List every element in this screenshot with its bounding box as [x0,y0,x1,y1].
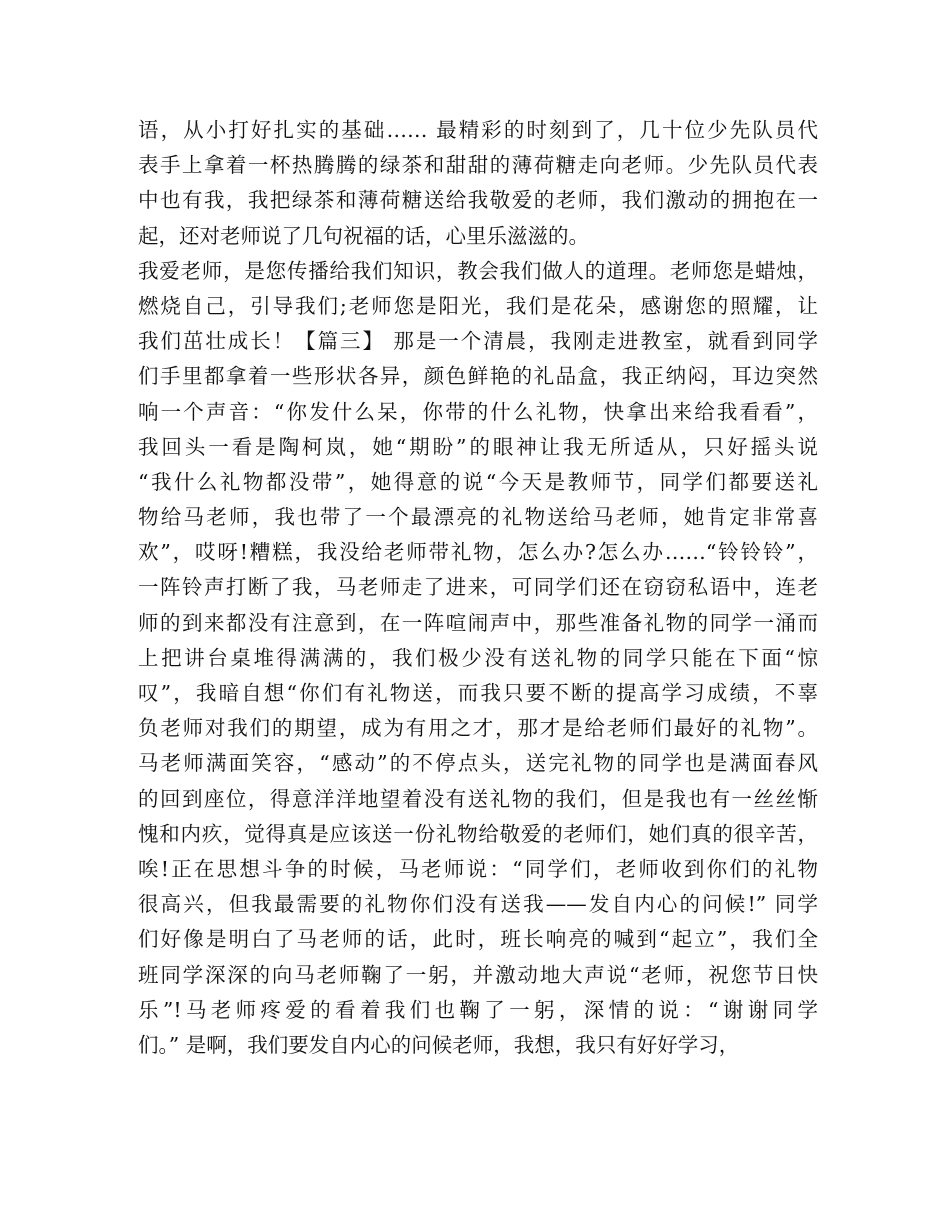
text-line: 负老师对我们的期望，成为有用之才，那才是给老师们最好的礼物”。 [138,716,818,741]
text-line: 起，还对老师说了几句祝福的话，心里乐滋滋的。 [138,223,589,248]
text-line: 燃烧自己，引导我们;老师您是阳光，我们是花朵，感谢您的照耀，让 [138,293,818,318]
text-line: 们手里都拿着一些形状各异，颜色鲜艳的礼品盒，我正纳闷，耳边突然 [138,364,818,389]
body-text [138,113,818,1063]
text-line: 们。” 是啊，我们要发自内心的问候老师，我想，我只有好好学习， [138,1032,740,1057]
text-line: 中也有我，我把绿茶和薄荷糖送给我敬爱的老师，我们激动的拥抱在一 [138,188,818,213]
text-line: 们好像是明白了马老师的话，此时，班长响亮的喊到“起立”，我们全 [138,927,818,952]
text-line: 乐”!马老师疼爱的看着我们也鞠了一躬，深情的说：“谢谢同学 [138,997,818,1022]
text-line: 响一个声音：“你发什么呆，你带的什么礼物，快拿出来给我看看”， [138,399,818,424]
text-line: 上把讲台桌堆得满满的，我们极少没有送礼物的同学只能在下面“惊 [138,645,818,670]
text-line: 表手上拿着一杯热腾腾的绿茶和甜甜的薄荷糖走向老师。少先队员代表 [138,153,818,178]
text-line: 我爱老师，是您传播给我们知识，教会我们做人的道理。老师您是蜡烛， [138,258,818,283]
text-line: 很高兴，但我最需要的礼物你们没有送我——发自内心的问候!” 同学 [138,892,818,917]
text-line: 的回到座位，得意洋洋地望着没有送礼物的我们，但是我也有一丝丝惭 [138,786,818,811]
text-line: 愧和内疚，觉得真是应该送一份礼物给敬爱的老师们，她们真的很辛苦， [138,821,818,846]
text-line: 一阵铃声打断了我，马老师走了进来，可同学们还在窃窃私语中，连老 [138,575,818,600]
text-line: “我什么礼物都没带”，她得意的说“今天是教师节，同学们都要送礼 [138,469,818,494]
text-line: 师的到来都没有注意到，在一阵喧闹声中，那些准备礼物的同学一涌而 [138,610,818,635]
text-line: 班同学深深的向马老师鞠了一躬，并激动地大声说“老师，祝您节日快 [138,962,818,987]
text-line: 我们茁壮成长！【篇三】 那是一个清晨，我刚走进教室，就看到同学 [138,329,818,354]
text-line: 我回头一看是陶柯岚，她“期盼”的眼神让我无所适从，只好摇头说 [138,434,818,459]
text-line: 叹”，我暗自想“你们有礼物送，而我只要不断的提高学习成绩，不辜 [138,681,818,705]
text-line: 欢”，哎呀!糟糕，我没给老师带礼物，怎么办?怎么办……“铃铃铃”， [138,540,818,565]
text-line: 唉!正在思想斗争的时候，马老师说：“同学们，老师收到你们的礼物 [138,856,818,881]
text-line: 马老师满面笑容，“感动”的不停点头，送完礼物的同学也是满面春风 [138,751,818,776]
text-line: 语，从小打好扎实的基础…… 最精彩的时刻到了，几十位少先队员代 [138,118,818,142]
text-line: 物给马老师，我也带了一个最漂亮的礼物送给马老师，她肯定非常喜 [138,505,818,530]
